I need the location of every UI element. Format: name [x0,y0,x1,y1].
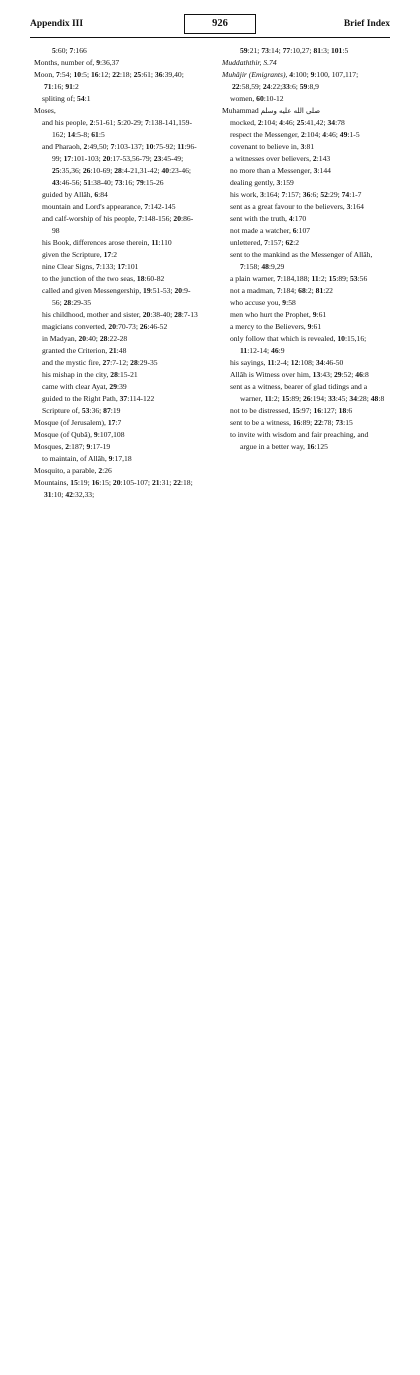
entry-term: covenant to believe in, [230,142,301,151]
entry-references: 3:159 [276,178,294,187]
index-entry [222,45,386,57]
entry-references: 11:2-4; 12:108; 34:46-50 [267,358,344,367]
index-entry [34,249,198,261]
index-entry [222,69,386,93]
index-entry [34,117,198,141]
entry-references: 3:144 [313,166,331,175]
entry-references: 2:104; 4:46; 25:41,42; 34:78 [257,118,345,127]
entry-term: Moon, [34,70,56,79]
entry-references: 60:10-12 [256,94,284,103]
index-entry [222,429,386,453]
right-index-column [222,45,386,453]
section-title: Brief Index [343,19,390,29]
index-entry [222,285,386,297]
entry-term: his Book, differences arose therein, [42,238,152,247]
left-index-column [34,45,198,501]
entry-term: only follow that which is revealed, [230,334,338,343]
entry-references: 9:17,18 [108,454,132,463]
entry-references: 20:70-73; 26:46-52 [108,322,168,331]
entry-references: 2:51-61; 5:20-29; 7:138-141,159-162; 14:5-8; 61:5 [52,118,192,139]
entry-references: 3:81 [300,142,315,151]
index-entry [34,309,198,321]
entry-references: 6:84 [94,190,108,199]
entry-references: 27:7-12; 28:29-35 [102,358,158,367]
entry-term: a plain warner, [230,274,277,283]
entry-references: 9:36,37 [96,58,120,67]
entry-term: Muhammad [222,106,261,115]
index-entry [222,153,386,165]
entry-references: 19:51-53; 20:9-56; 28:29-35 [52,286,191,307]
entry-term: Mosquito, a parable, [34,466,99,475]
entry-term: called and given Messengership, [42,286,144,295]
entry-term: not a madman, [230,286,277,295]
entry-references: 29:39 [109,382,127,391]
index-entry [34,393,198,405]
entry-term: sent as a witness, bearer of glad tidings and a warner, [230,382,368,403]
entry-term: Muhâjir (Emigrants), [222,70,290,79]
index-entry [222,273,386,285]
entry-references: 9:107,108 [93,430,125,439]
entry-references: 18:60-82 [136,274,165,283]
index-entry [222,309,386,321]
entry-term: who accuse you, [230,298,283,307]
entry-term: Moses, [34,106,56,115]
entry-term: and the mystic fire, [42,358,103,367]
entry-references: 10:15,16; 11:12-14; 46:9 [240,334,367,355]
entry-term: not made a watcher, [230,226,293,235]
entry-term: and his people, [42,118,90,127]
index-entry [34,381,198,393]
index-entry [222,213,386,225]
index-entry [34,273,198,285]
index-entry [222,105,386,117]
entry-references: 3:164; 7:157; 36:6; 52:29; 74:1-7 [260,190,362,199]
entry-term: sent to be a witness, [230,418,293,427]
index-entry [222,129,386,141]
index-entry [222,237,386,249]
entry-references: 2:104; 4:46; 49:1-5 [300,130,360,139]
entry-term: sent with the truth, [230,214,289,223]
entry-term: sent as a great favour to the believers, [230,202,347,211]
index-entry [222,225,386,237]
entry-references: 9:61 [307,322,322,331]
entry-references: 59:21; 73:14; 77:10,27; 81:3; 101:5 [240,46,349,55]
index-entry [34,357,198,369]
entry-references: 21:48 [109,346,127,355]
entry-term: a witnesses over believers, [230,154,313,163]
entry-references: 7:54; 10:5; 16:12; 22:18; 25:61; 36:39,40; 71:16; 91:2 [44,70,184,91]
page-header [30,14,390,36]
index-entry [222,369,386,381]
entry-references: 15:97; 16:127; 18:6 [292,406,353,415]
index-entry [34,405,198,417]
entry-references: 2:143 [312,154,331,163]
entry-term: unlettered, [230,238,265,247]
entry-references: 2:187; 9:17-19 [65,442,111,451]
entry-references: 9:58 [282,298,296,307]
appendix-title: Appendix III [30,19,84,29]
entry-references: 5:60; 7:166 [52,46,87,55]
header-rule [30,37,390,38]
entry-term: magicians converted, [42,322,109,331]
index-entry [222,165,386,177]
index-entry [34,201,198,213]
entry-term: guided to the Right Path, [42,394,120,403]
entry-references: 7:157; 62:2 [264,238,299,247]
index-entry [222,249,386,273]
entry-term: given the Scripture, [42,250,104,259]
entry-term: nine Clear Signs, [42,262,96,271]
index-entry [34,465,198,477]
entry-term: in Madyan, [42,334,79,343]
entry-references: 6:107 [292,226,311,235]
index-entry [34,333,198,345]
index-entry [34,417,198,429]
entry-term: his childhood, mother and sister, [42,310,143,319]
entry-references: 16:89; 22:78; 73:15 [292,418,353,427]
entry-term: Mosque (of Qubâ), [34,430,94,439]
entry-term: Mosques, [34,442,66,451]
index-entry [34,93,198,105]
entry-term: to invite with wisdom and fair preaching, and argue in a better way, [230,430,369,451]
entry-term: guided by Allâh, [42,190,95,199]
entry-term: a mercy to the Believers, [230,322,308,331]
entry-term: Allâh is Witness over him, [230,370,313,379]
entry-term: to the junction of the two seas, [42,274,137,283]
entry-references: 7:158; 48:9,29 [240,262,285,271]
entry-term: mocked, [230,118,258,127]
index-entry [34,261,198,273]
index-entry [34,189,198,201]
entry-term: mountain and Lord's appearance, [42,202,145,211]
index-entry [34,237,198,249]
index-entry [34,345,198,357]
entry-references: 54:1 [77,94,91,103]
index-entry [222,405,386,417]
entry-term: sent to the mankind as the Messenger of Allâh, [230,250,373,259]
entry-references: 3:164 [346,202,364,211]
index-entry [34,69,198,93]
entry-references: 17:7 [107,418,122,427]
entry-term: dealing gently, [230,178,277,187]
entry-references: 9:61 [312,310,327,319]
entry-term: no more than a Messenger, [230,166,314,175]
index-entry [222,177,386,189]
entry-term: came with clear Ayat, [42,382,110,391]
index-entry [34,441,198,453]
entry-references: 53:36; 87:19 [81,406,121,415]
entry-term: and Pharaoh, [42,142,84,151]
entry-references: 11:2; 15:89; 26:194; 33:45; 34:28; 48:8 [264,394,385,403]
index-entry [34,453,198,465]
entry-references: 28:15-21 [110,370,138,379]
index-entry [222,417,386,429]
index-entry [34,45,198,57]
entry-term: his mishap in the city, [42,370,111,379]
index-entry [222,321,386,333]
entry-term: Mosque (of Jerusalem), [34,418,108,427]
entry-references: 7:133; 17:101 [96,262,139,271]
index-entry [222,93,386,105]
entry-references: 17:2 [103,250,118,259]
entry-term: Muddaththir, S.74 [222,58,277,67]
index-entry [222,117,386,129]
index-entry [222,297,386,309]
entry-references: 15:19; 16:15; 20:105-107; 21:31; 22:18; 31:10; 42:32,33; [44,478,193,499]
index-entry [222,201,386,213]
index-entry [222,381,386,405]
entry-references: 4:170 [288,214,307,223]
index-entry [222,189,386,201]
entry-references: 7:148-156; 20:86-98 [52,214,194,235]
entry-references: 20:40; 28:22-28 [78,334,128,343]
entry-term: Scripture of, [42,406,82,415]
entry-term: his sayings, [230,358,268,367]
page-number-box: 926 [184,14,256,34]
entry-references: 16:125 [306,442,328,451]
entry-references: 11:110 [151,238,172,247]
entry-term: and calf-worship of his people, [42,214,139,223]
index-entry [34,105,198,117]
index-entry [222,141,386,153]
index-entry [34,477,198,501]
index-entry [34,369,198,381]
entry-term: respect the Messenger, [230,130,301,139]
index-entry [34,321,198,333]
index-entry [34,285,198,309]
index-entry [34,213,198,237]
entry-term: granted the Criterion, [42,346,110,355]
entry-references: 7:142-145 [144,202,176,211]
entry-references: 20:38-40; 28:7-13 [142,310,198,319]
entry-references: 4:100; 9:100, 107,117; 22:58,59; 24:22;33:6; 59:8,9 [232,70,359,91]
index-entry [34,57,198,69]
entry-term: not to be distressed, [230,406,293,415]
entry-references: 7:184; 68:2; 81:22 [276,286,333,295]
index-entry [34,429,198,441]
entry-references: 37:114-122 [119,394,155,403]
entry-term: women, [230,94,257,103]
entry-term: Mountains, [34,478,71,487]
index-entry [34,141,198,189]
entry-term: Months, number of, [34,58,97,67]
entry-term: to maintain, of Allâh, [42,454,109,463]
entry-references: 2:49,50; 7:103-137; 10:75-92; 11:96-99; 17:101-103; 20:17-53,56-79; 23:45-49; 25:35,36; 26:10-69; 28:4-21,31-42; 40:23-46; 43:46-56; 51:38-40; 73:16; 79:15-26 [52,142,197,187]
entry-term: spliting of; [42,94,78,103]
entry-references: 7:184,188; 11:2; 15:89; 53:56 [276,274,368,283]
index-entry [222,333,386,357]
entry-term: men who hurt the Prophet, [230,310,313,319]
index-entry [222,357,386,369]
entry-references: 13:43; 29:52; 46:8 [312,370,369,379]
arabic-honorific: صلى الله عليه وسلم [260,107,321,115]
index-entry [222,57,386,69]
entry-references: 2:26 [98,466,112,475]
entry-term: his work, [230,190,261,199]
